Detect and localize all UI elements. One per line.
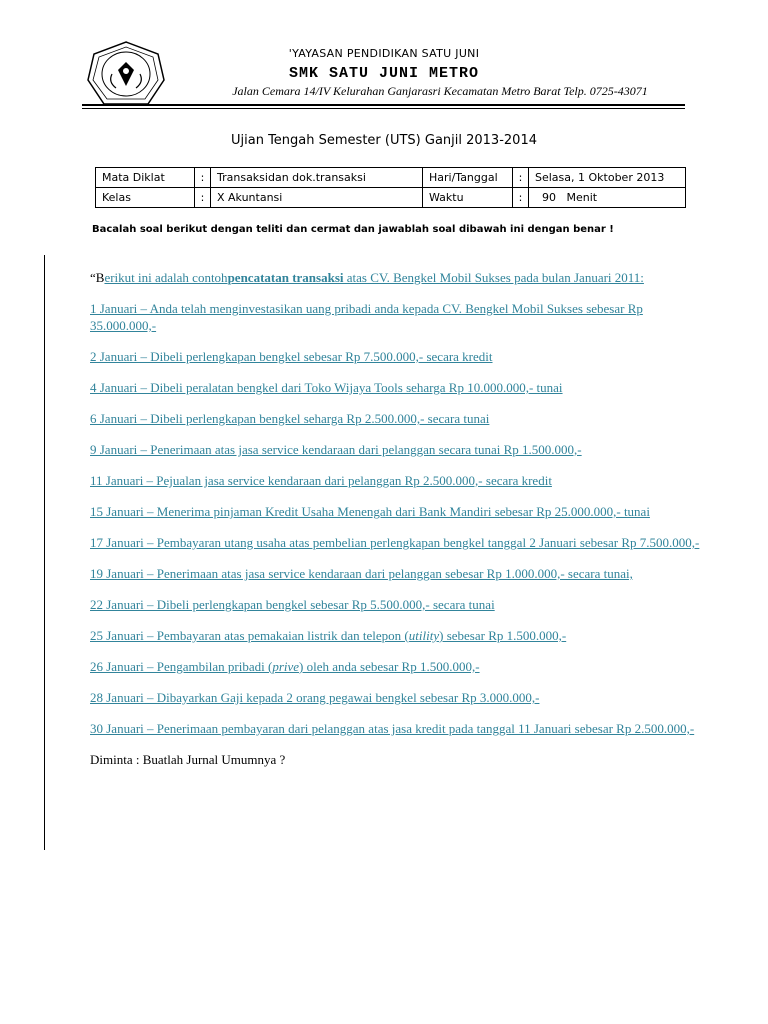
transaction-item — [90, 658, 700, 675]
transaction-link[interactable] — [90, 628, 566, 643]
transaction-item — [90, 300, 700, 334]
transaction-item — [90, 720, 700, 737]
transaction-item — [90, 534, 700, 551]
transaction-link[interactable]: 9 Januari – Penerimaan atas jasa service kendaraan dari pelanggan secara tunai Rp 1.500.000,- — [90, 442, 582, 457]
subject-label: Mata Diklat — [96, 168, 195, 188]
transaction-item — [90, 410, 700, 427]
transaction-item — [90, 441, 700, 458]
transaction-italic: utility — [408, 628, 440, 643]
transaction-text: ) sebesar Rp 1.500.000,- — [439, 628, 567, 643]
transaction-link[interactable] — [90, 659, 480, 674]
transaction-link[interactable]: 28 Januari – Dibayarkan Gaji kepada 2 orang pegawai bengkel sebesar Rp 3.000.000,- — [90, 690, 540, 705]
header-rule-thin — [82, 108, 685, 109]
foundation-name: 'YAYASAN PENDIDIKAN SATU JUNI — [288, 47, 480, 60]
class-label: Kelas — [96, 188, 195, 208]
transaction-italic: prive — [272, 659, 300, 674]
transaction-item — [90, 348, 700, 365]
intro-link[interactable] — [104, 270, 643, 285]
date-label: Hari/Tanggal — [423, 168, 513, 188]
question-content — [90, 269, 700, 782]
transaction-link[interactable]: 2 Januari – Dibeli perlengkapan bengkel sebesar Rp 7.500.000,- secara kredit — [90, 349, 493, 364]
transaction-item — [90, 565, 700, 582]
margin-line — [44, 255, 45, 850]
colon: : — [195, 168, 211, 188]
intro-text-1: erikut ini adalah contoh — [104, 270, 228, 285]
colon: : — [513, 168, 529, 188]
colon: : — [195, 188, 211, 208]
exam-title: Ujian Tengah Semester (UTS) Ganjil 2013-2014 — [231, 133, 537, 148]
transaction-link[interactable]: 30 Januari – Penerimaan pembayaran dari pelanggan atas jasa kredit pada tanggal 11 Januari sebesar Rp 2.500.000,- — [90, 721, 695, 736]
school-address: Jalan Cemara 14/IV Kelurahan Ganjarasri Kecamatan Metro Barat Telp. 0725-43071 — [232, 84, 648, 98]
header-rule — [82, 104, 685, 106]
table-row — [96, 168, 686, 188]
transaction-link[interactable]: 22 Januari – Dibeli perlengkapan bengkel sebesar Rp 5.500.000,- secara tunai — [90, 597, 495, 612]
colon: : — [513, 188, 529, 208]
intro-text-2: atas CV. Bengkel Mobil Sukses pada bulan Januari 2011: — [343, 270, 644, 285]
transaction-item — [90, 379, 700, 396]
transaction-item — [90, 627, 700, 644]
transaction-item — [90, 503, 700, 520]
intro-paragraph — [90, 269, 700, 286]
duration-value: 90 Menit — [529, 188, 686, 208]
subject-value: Transaksidan dok.transaksi — [211, 168, 423, 188]
transaction-link[interactable]: 1 Januari – Anda telah menginvestasikan uang pribadi anda kepada CV. Bengkel Mobil Sukses sebesar Rp 35.000.000,- — [90, 301, 643, 333]
transaction-text: 26 Januari – Pengambilan pribadi ( — [90, 659, 273, 674]
intro-bold: pencatatan transaksi — [227, 270, 344, 285]
date-value: Selasa, 1 Oktober 2013 — [529, 168, 686, 188]
transaction-item — [90, 596, 700, 613]
transaction-item — [90, 689, 700, 706]
transaction-text: 25 Januari – Pembayaran atas pemakaian listrik dan telepon ( — [90, 628, 409, 643]
class-value: X Akuntansi — [211, 188, 423, 208]
duration-label: Waktu — [423, 188, 513, 208]
transaction-link[interactable]: 15 Januari – Menerima pinjaman Kredit Usaha Menengah dari Bank Mandiri sebesar Rp 25.000.000,- tunai — [90, 504, 650, 519]
transaction-link[interactable]: 4 Januari – Dibeli peralatan bengkel dari Toko Wijaya Tools seharga Rp 10.000.000,- tunai — [90, 380, 563, 395]
table-row — [96, 188, 686, 208]
instruction-text: Bacalah soal berikut dengan teliti dan cermat dan jawablah soal dibawah ini dengan benar ! — [92, 224, 614, 235]
transaction-link[interactable]: 17 Januari – Pembayaran utang usaha atas pembelian perlengkapan bengkel tanggal 2 Januari sebesar Rp 7.500.000,- — [90, 535, 700, 550]
transaction-link[interactable]: 11 Januari – Pejualan jasa service kendaraan dari pelanggan Rp 2.500.000,- secara kredit — [90, 473, 552, 488]
transaction-text: ) oleh anda sebesar Rp 1.500.000,- — [299, 659, 480, 674]
question-prompt: Diminta : Buatlah Jurnal Umumnya ? — [90, 752, 286, 767]
exam-info-table — [95, 167, 686, 208]
intro-quote: “B — [90, 270, 105, 285]
transaction-item — [90, 472, 700, 489]
transaction-link[interactable]: 6 Januari – Dibeli perlengkapan bengkel seharga Rp 2.500.000,- secara tunai — [90, 411, 490, 426]
transaction-link[interactable]: 19 Januari – Penerimaan atas jasa service kendaraan dari pelanggan sebesar Rp 1.000.000,- secara tunai, — [90, 566, 633, 581]
school-name: SMK SATU JUNI METRO — [288, 65, 480, 82]
